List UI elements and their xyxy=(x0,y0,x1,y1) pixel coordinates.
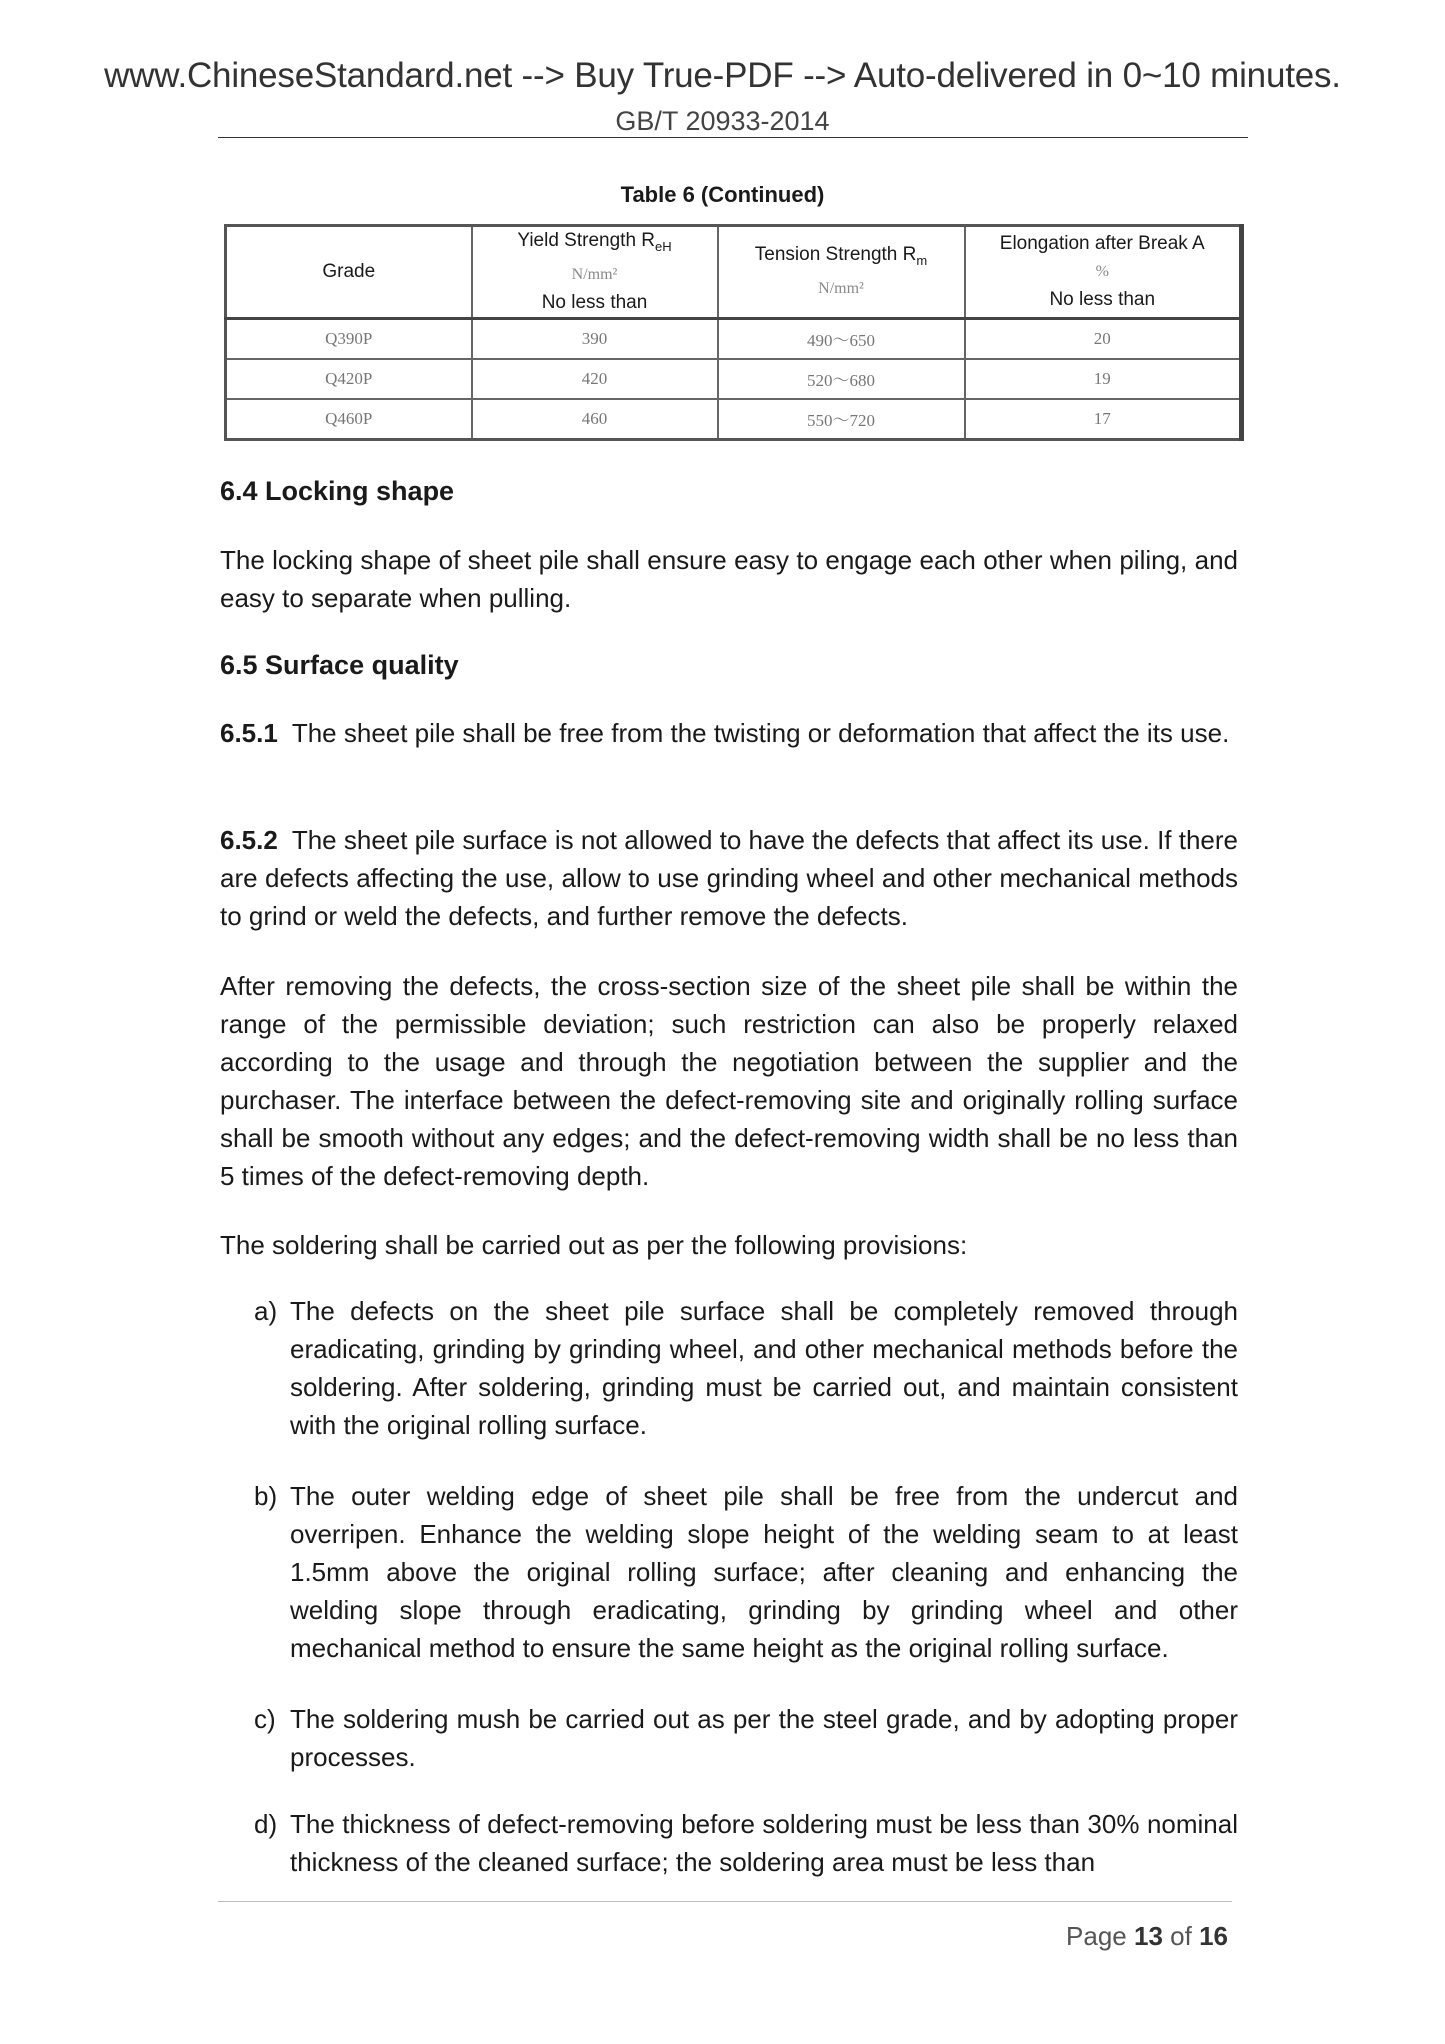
header-yield-strength: Yield Strength $R_{eH}$ N/mm² No less than xyxy=(472,226,718,319)
section-6-5-heading: 6.5 Surface quality xyxy=(220,650,459,680)
table-row xyxy=(226,359,1242,399)
site-banner: www.ChineseStandard.net --> Buy True-PDF --> Auto-delivered in 0~10 minutes. xyxy=(104,56,1341,95)
table-caption: Table 6 (Continued) xyxy=(620,182,825,207)
list-item: c) The soldering mush be carried out as per the steel grade, and by adopting proper processes. xyxy=(254,1704,1238,1772)
table-header-row xyxy=(226,226,1242,319)
cell-grade: Q460P xyxy=(226,399,472,440)
section-6-4-heading: 6.4 Locking shape xyxy=(220,476,455,506)
cell-grade: Q420P xyxy=(226,359,472,399)
cell-tension: 550～720 xyxy=(718,399,965,440)
properties-table xyxy=(224,224,1244,441)
section-6-4-text: The locking shape of sheet pile shall ensure easy to engage each other when piling, and easy to separate when pulling. xyxy=(220,545,1238,613)
cell-yield: 390 xyxy=(472,318,718,359)
clause-number: 6.5.1 xyxy=(220,718,278,748)
header-rule xyxy=(218,137,1248,138)
cell-elongation: 19 xyxy=(965,359,1242,399)
table-row xyxy=(226,399,1242,440)
defect-removal-paragraph: After removing the defects, the cross-section size of the sheet pile shall be within the range of the permissible deviation; such restriction can also be properly relaxed according to the usage and through the negotiation between the supplier and the purchaser. The interface between the defect-removing site and originally rolling surface shall be smooth without any edges; and the defect-removing width shall be no less than 5 times of the defect-removing depth. xyxy=(220,971,1238,1191)
standard-number: GB/T 20933-2014 xyxy=(615,106,830,136)
cell-elongation: 17 xyxy=(965,399,1242,440)
clause-number: 6.5.2 xyxy=(220,825,278,855)
header-grade: Grade xyxy=(226,226,472,319)
list-item: a) The defects on the sheet pile surface shall be completely removed through eradicating, grinding by grinding wheel, and other mechanical methods before the soldering. After soldering, grinding must be carried out, and maintain consistent with the original rolling surface. xyxy=(254,1296,1238,1440)
page-number: Page 13 of 16 xyxy=(1066,1921,1228,1951)
cell-grade: Q390P xyxy=(226,318,472,359)
header-elongation: Elongation after Break A % No less than xyxy=(965,226,1242,319)
cell-yield: 460 xyxy=(472,399,718,440)
cell-yield: 420 xyxy=(472,359,718,399)
footer-rule xyxy=(218,1901,1232,1902)
clause-6-5-2: 6.5.2 The sheet pile surface is not allowed to have the defects that affect its use. If there are defects affecting the use, allow to use grinding wheel and other mechanical methods to grind or weld the defects, and further remove the defects. xyxy=(220,825,1239,931)
clause-6-5-1: 6.5.1 The sheet pile shall be free from the twisting or deformation that affect the its use. xyxy=(220,718,1230,748)
cell-elongation: 20 xyxy=(965,318,1242,359)
header-tension-strength: Tension Strength $R_m$ N/mm² xyxy=(718,226,965,319)
cell-tension: 520～680 xyxy=(718,359,965,399)
table-row xyxy=(226,318,1242,359)
soldering-intro: The soldering shall be carried out as per the following provisions: xyxy=(220,1230,968,1260)
list-item: d) The thickness of defect-removing before soldering must be less than 30% nominal thickness of the cleaned surface; the soldering area must be less than xyxy=(254,1809,1238,1877)
list-item: b) The outer welding edge of sheet pile shall be free from the undercut and overripen. Enhance the welding slope height of the welding seam to at least 1.5mm above the original rolling surface; after cleaning and enhancing the welding slope through eradicating, grinding by grinding wheel and other mechanical method to ensure the same height as the original rolling surface. xyxy=(254,1481,1238,1663)
cell-tension: 490～650 xyxy=(718,318,965,359)
